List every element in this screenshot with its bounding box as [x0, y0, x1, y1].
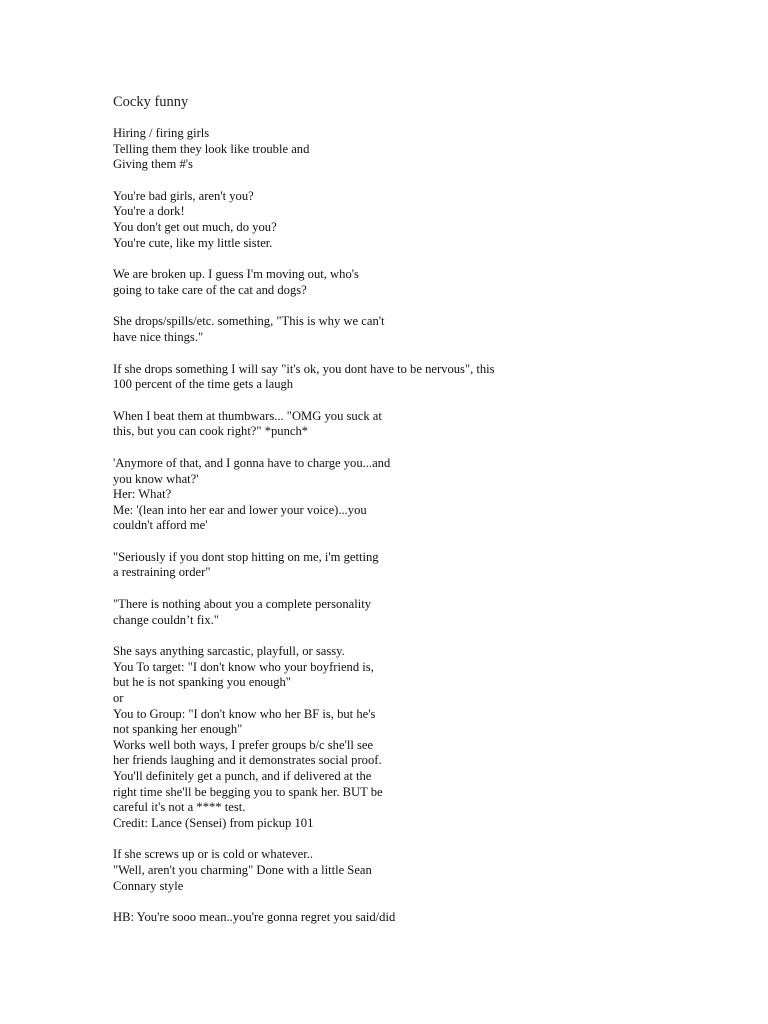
text-line: 100 percent of the time gets a laugh — [113, 377, 294, 392]
paragraph — [113, 362, 633, 393]
text-line: You'll definitely get a punch, and if delivered at the — [113, 769, 372, 783]
text-line: change couldn’t fix." — [113, 612, 219, 627]
text-line: You're bad girls, aren't you? — [113, 188, 254, 203]
text-line: Connary style — [113, 878, 184, 893]
text-line: HB: You're sooo mean..you're gonna regret you said/did — [113, 910, 396, 925]
text-line: have nice things." — [113, 329, 204, 344]
text-line: you know what?' — [113, 471, 199, 486]
text-line: Hiring / firing girls — [113, 126, 210, 140]
paragraph — [113, 847, 633, 894]
text-line: Her: What? — [113, 487, 172, 502]
text-line: Telling them they look like trouble and — [113, 141, 310, 156]
paragraph — [113, 597, 633, 628]
text-line: going to take care of the cat and dogs? — [113, 282, 307, 297]
text-line: You to Group: "I don't know who her BF is, but he's — [113, 706, 376, 721]
text-line: We are broken up. I guess I'm moving out, who's — [113, 267, 359, 282]
paragraph-list — [113, 126, 633, 926]
paragraph — [113, 550, 633, 581]
paragraph — [113, 456, 633, 534]
text-line: or — [113, 691, 124, 706]
text-line: "Seriously if you dont stop hitting on me, i'm getting — [113, 549, 379, 564]
text-line: Giving them #'s — [113, 157, 193, 172]
text-line: careful it's not a **** test. — [113, 800, 246, 815]
text-line: If she screws up or is cold or whatever.. — [113, 847, 314, 862]
text-line: couldn't afford me' — [113, 518, 208, 533]
text-line: You don't get out much, do you? — [113, 219, 277, 234]
text-line: right time she'll be begging you to spank her. BUT be — [113, 784, 383, 799]
text-line: When I beat them at thumbwars... "OMG you suck at — [113, 408, 382, 423]
text-line: You're cute, like my little sister. — [113, 235, 273, 250]
text-line: If she drops something I will say "it's ok, you dont have to be nervous", this — [113, 361, 495, 376]
text-line: this, but you can cook right?" *punch* — [113, 424, 309, 439]
text-line: her friends laughing and it demonstrates social proof. — [113, 753, 382, 768]
document-title: Cocky funny — [113, 94, 189, 110]
paragraph — [113, 189, 633, 251]
text-line: "There is nothing about you a complete personality — [113, 597, 371, 612]
text-line: You To target: "I don't know who your boyfriend is, — [113, 659, 374, 674]
document-body — [113, 93, 633, 942]
text-line: Me: '(lean into her ear and lower your voice)...you — [113, 502, 367, 517]
text-line: a restraining order" — [113, 565, 211, 580]
text-line: but he is not spanking you enough" — [113, 675, 291, 690]
paragraph — [113, 267, 633, 298]
text-line: not spanking her enough" — [113, 722, 243, 737]
text-line: You're a dork! — [113, 204, 185, 219]
text-line: Works well both ways, I prefer groups b/c she'll see — [113, 737, 374, 752]
text-line: "Well, aren't you charming" Done with a little Sean — [113, 862, 372, 877]
text-line: 'Anymore of that, and I gonna have to charge you...and — [113, 455, 391, 470]
text-line: She says anything sarcastic, playfull, or sassy. — [113, 644, 345, 659]
paragraph — [113, 910, 633, 926]
paragraph — [113, 314, 633, 345]
text-line: Credit: Lance (Sensei) from pickup 101 — [113, 815, 314, 830]
paragraph — [113, 126, 633, 173]
paragraph — [113, 409, 633, 440]
paragraph — [113, 644, 633, 831]
text-line: She drops/spills/etc. something, "This is why we can't — [113, 314, 385, 329]
